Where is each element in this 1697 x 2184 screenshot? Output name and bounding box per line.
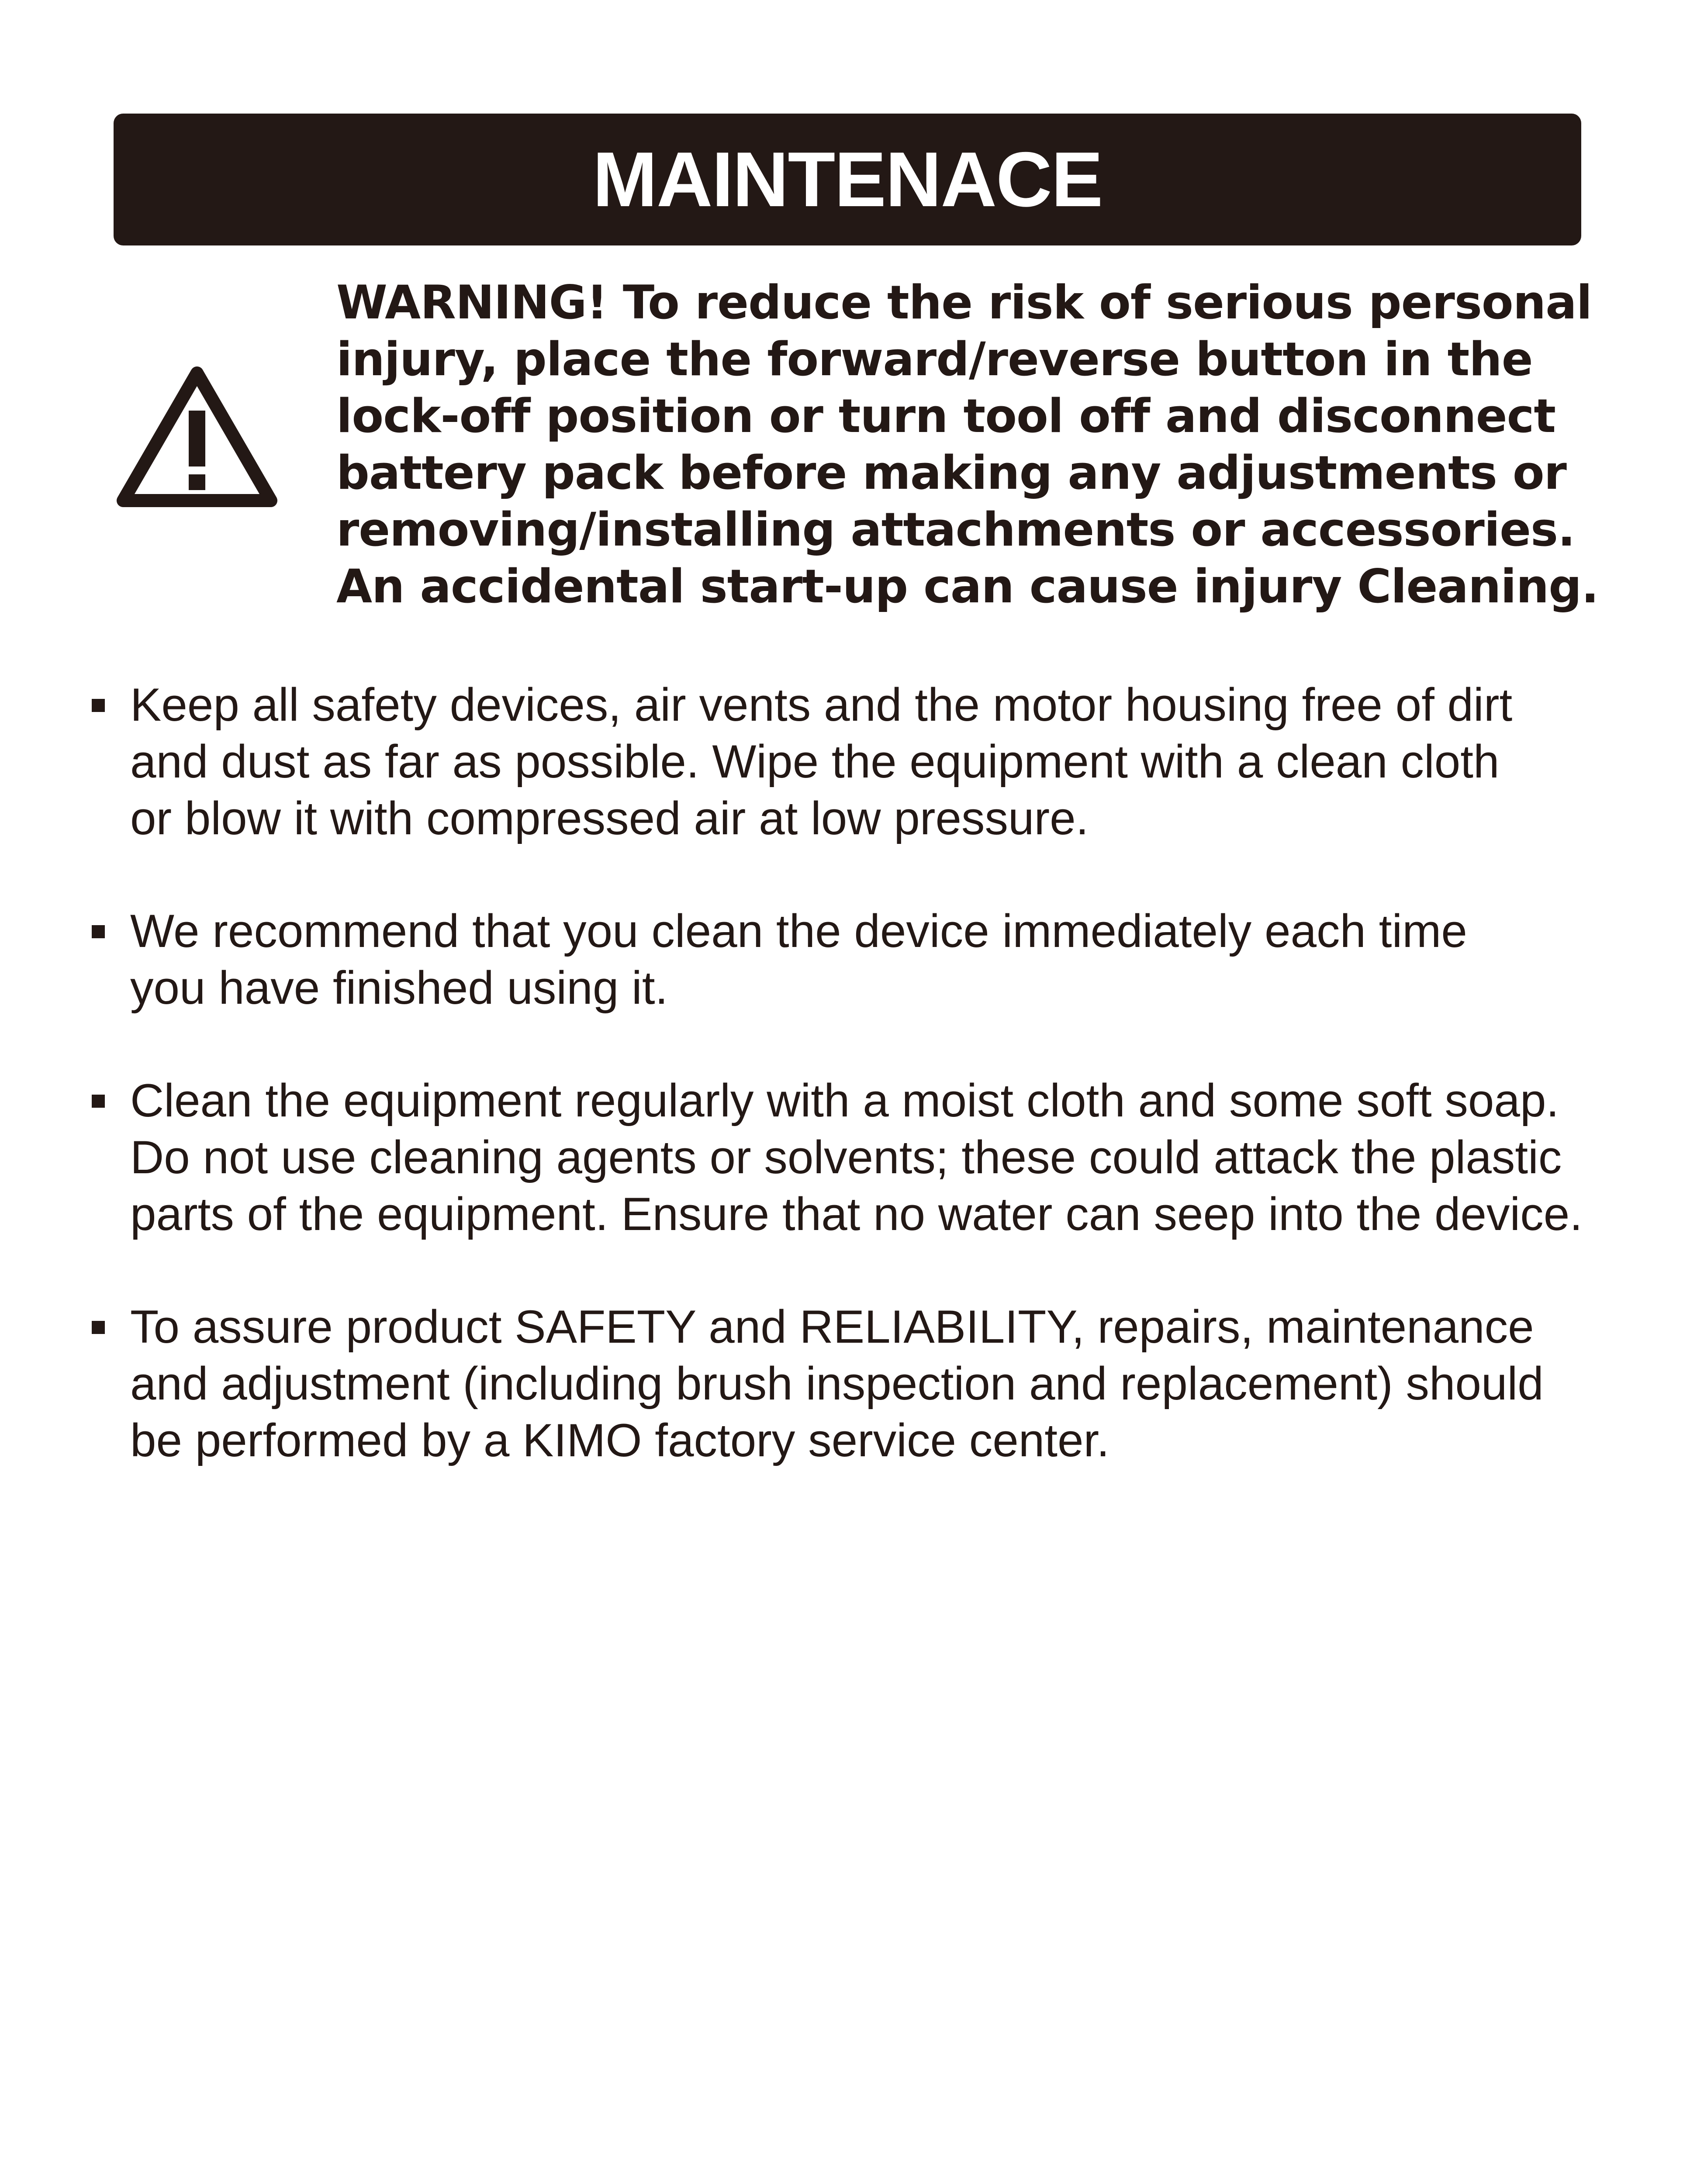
warning-line: removing/installing attachments or accessories.: [336, 503, 1575, 556]
list-item-line: Do not use cleaning agents or solvents; these could attack the plastic: [130, 1131, 1562, 1183]
list-item-text: [130, 676, 1642, 847]
bullet-square-icon: [92, 1321, 105, 1334]
list-item-line: and dust as far as possible. Wipe the equipment with a clean cloth: [130, 735, 1500, 788]
section-header: [114, 114, 1581, 245]
bullet-square-icon: [92, 1095, 105, 1108]
list-item: [87, 1298, 1642, 1469]
warning-line: lock-off position or turn tool off and disconnect: [336, 389, 1556, 443]
list-item-line: To assure product SAFETY and RELIABILITY, repairs, maintenance: [130, 1300, 1534, 1353]
page-title: MAINTENACE: [592, 136, 1103, 223]
bullet-square-icon: [92, 925, 105, 938]
warning-text: [336, 274, 1603, 615]
warning-line: injury, place the forward/reverse button in the: [336, 332, 1533, 386]
bullet-square-icon: [92, 699, 105, 712]
list-item-text: [130, 902, 1642, 1016]
list-item: [87, 1072, 1642, 1242]
list-item-text: [130, 1072, 1642, 1242]
list-item-line: be performed by a KIMO factory service center.: [130, 1414, 1109, 1466]
list-item-line: and adjustment (including brush inspection and replacement) should: [130, 1357, 1544, 1410]
warning-line: battery pack before making any adjustments or: [336, 446, 1566, 500]
list-item: [87, 676, 1642, 847]
list-item-line: parts of the equipment. Ensure that no water can seep into the device.: [130, 1188, 1583, 1240]
warning-line: WARNING! To reduce the risk of serious personal: [336, 276, 1592, 329]
list-item-line: Keep all safety devices, air vents and the motor housing free of dirt: [130, 678, 1513, 731]
list-item-text: [130, 1298, 1642, 1469]
maintenance-list: [87, 676, 1642, 1524]
list-item-line: you have finished using it.: [130, 961, 668, 1014]
list-item: [87, 902, 1642, 1016]
warning-line: An accidental start-up can cause injury Cleaning.: [336, 560, 1599, 613]
list-item-line: We recommend that you clean the device immediately each time: [130, 905, 1467, 957]
list-item-line: Clean the equipment regularly with a moist cloth and some soft soap.: [130, 1074, 1559, 1127]
list-item-line: or blow it with compressed air at low pressure.: [130, 792, 1089, 844]
warning-triangle-icon: [113, 362, 281, 511]
